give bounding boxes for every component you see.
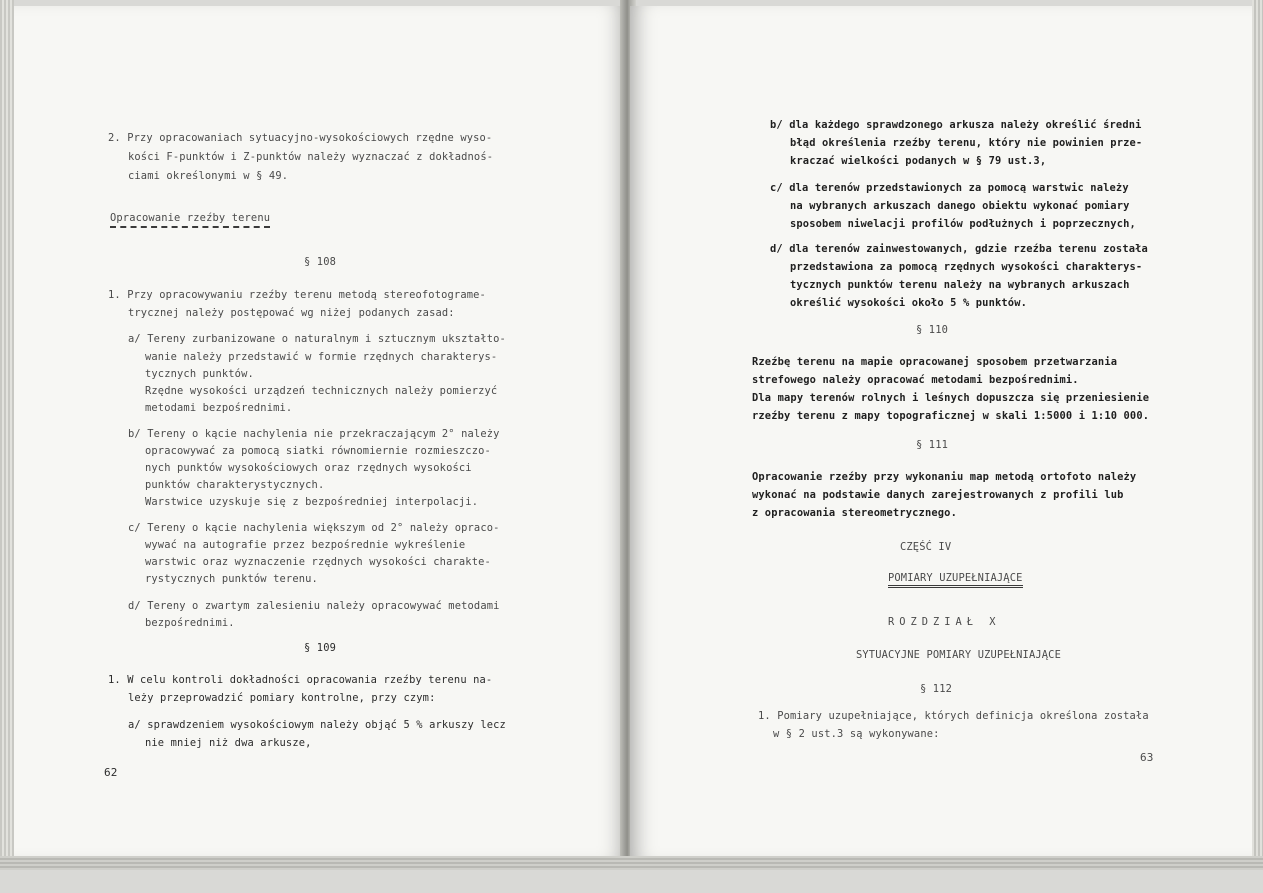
s108-a-line2: wanie należy przedstawić w formie rzędnych charakterys- [145,351,498,363]
s108-c-line4: rystycznych punktów terenu. [145,573,318,585]
section-110-title: § 110 [916,324,949,336]
left-page [14,6,626,858]
section-109-title: § 109 [303,642,337,654]
s111-line1: Opracowanie rzeźby przy wykonaniu map metodą ortofoto należy [752,471,1137,483]
s108-b-line2: opracowywać za pomocą siatki równomiernie rozmieszczo- [145,445,491,457]
r-d-line4: określić wysokości około 5 % punktów. [790,297,1028,309]
s110-line3: Dla mapy terenów rolnych i leśnych dopuszcza się przeniesienie [752,392,1150,404]
section-111-title: § 111 [916,439,949,451]
chapter-subtitle: SYTUACYJNE POMIARY UZUPEŁNIAJĄCE [856,649,1061,661]
chapter-title: ROZDZIAŁ X [888,616,1001,628]
s108-b-line5: Warstwice uzyskuje się z bezpośredniej interpolacji. [145,496,479,508]
s108-intro-line1: 1. Przy opracowywaniu rzeźby terenu metodą stereofotograme- [108,289,486,301]
s108-a-line3: tycznych punktów. [145,368,254,380]
s108-a-line4: Rzędne wysokości urządzeń technicznych należy pomierzyć [145,385,498,397]
part-title: CZĘŚĆ IV [900,541,952,553]
s111-line2: wykonać na podstawie danych zarejestrowanych z profili lub [752,489,1124,501]
s112-line1: 1. Pomiary uzupełniające, których definicja określona została [758,710,1149,722]
s112-line2: w § 2 ust.3 są wykonywane: [773,728,940,740]
page-edge-left [0,0,14,870]
r-d-line3: tycznych punktów terenu należy na wybranych arkuszach [790,279,1130,291]
s108-c-line3: warstwic oraz wyznaczenie rzędnych wysokości charakte- [145,556,491,568]
r-b-line2: błąd określenia rzeźby terenu, który nie powinien prze- [790,137,1143,149]
right-page [630,6,1252,858]
part-subtitle: POMIARY UZUPEŁNIAJĄCE [888,572,1023,588]
r-c-line1: c/ dla terenów przedstawionych za pomocą warstwic należy [770,182,1129,194]
para2-line2: kości F-punktów i Z-punktów należy wyznaczać z dokładnoś- [128,151,494,163]
s108-c-line1: c/ Tereny o kącie nachylenia większym od 2° należy opraco- [128,522,500,534]
s109-intro-line1: 1. W celu kontroli dokładności opracowania rzeźby terenu na- [108,674,493,686]
s108-b-line1: b/ Tereny o kącie nachylenia nie przekraczającym 2° należy [128,428,500,440]
para2-line1: 2. Przy opracowaniach sytuacyjno-wysokościowych rzędne wyso- [108,132,493,144]
page-number-right: 63 [1140,751,1154,764]
r-c-line2: na wybranych arkuszach danego obiektu wykonać pomiary [790,200,1130,212]
s108-b-line3: nych punktów wysokościowych oraz rzędnych wysokości [145,462,472,474]
s108-a-line1: a/ Tereny zurbanizowane o naturalnym i sztucznym ukształto- [128,333,506,345]
book-bottom-edge [0,856,1263,870]
s108-a-line5: metodami bezpośrednimi. [145,402,293,414]
section-112-title: § 112 [920,683,953,695]
r-d-line2: przedstawiona za pomocą rzędnych wysokości charakterys- [790,261,1143,273]
page-number-left: 62 [104,766,118,779]
para2-line3: ciami określonymi w § 49. [128,170,289,182]
section-108-title: § 108 [303,256,337,268]
s108-d-line2: bezpośrednimi. [145,617,235,629]
r-b-line3: kraczać wielkości podanych w § 79 ust.3, [790,155,1047,167]
r-d-line1: d/ dla terenów zainwestowanych, gdzie rzeźba terenu została [770,243,1148,255]
s109-a-line2: nie mniej niż dwa arkusze, [145,737,312,749]
s109-intro-line2: leży przeprowadzić pomiary kontrolne, przy czym: [128,692,436,704]
s108-d-line1: d/ Tereny o zwartym zalesieniu należy opracowywać metodami [128,600,500,612]
s111-line3: z opracowania stereometrycznego. [752,507,957,519]
s110-line1: Rzeźbę terenu na mapie opracowanej sposobem przetwarzania [752,356,1118,368]
s110-line2: strefowego należy opracować metodami bezpośrednimi. [752,374,1079,386]
s108-intro-line2: trycznej należy postępować wg niżej podanych zasad: [128,307,455,319]
s108-c-line2: wywać na autografie przez bezpośrednie wykreślenie [145,539,466,551]
r-b-line1: b/ dla każdego sprawdzonego arkusza należy określić średni [770,119,1142,131]
s109-a-line1: a/ sprawdzeniem wysokościowym należy objąć 5 % arkuszy lecz [128,719,506,731]
s110-line4: rzeźby terenu z mapy topograficznej w skali 1:5000 i 1:10 000. [752,410,1150,422]
s108-b-line4: punktów charakterystycznych. [145,479,325,491]
page-edge-right [1252,0,1263,870]
section-heading: Opracowanie rzeźby terenu [110,212,270,228]
r-c-line3: sposobem niwelacji profilów podłużnych i poprzecznych, [790,218,1136,230]
